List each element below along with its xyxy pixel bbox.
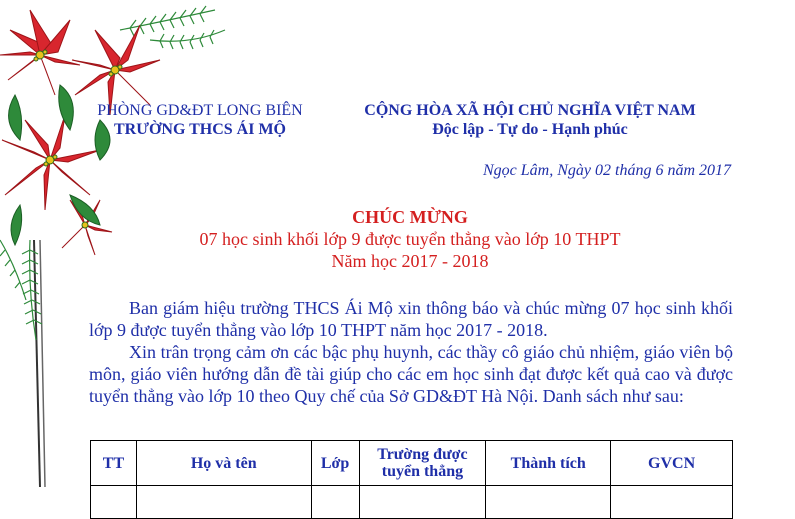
table-header-row [91, 441, 733, 486]
announcement-body [89, 297, 733, 407]
column-header-teacher: GVCN [611, 441, 733, 486]
national-header [330, 101, 730, 139]
column-header-tt: TT [91, 441, 137, 486]
column-header-achievement: Thành tích [486, 441, 611, 486]
school-name: TRƯỜNG THCS ÁI MỘ [113, 121, 286, 138]
school-header [60, 101, 340, 139]
table-row [91, 486, 733, 519]
congratulations-heading: CHÚC MỪNG [352, 207, 468, 227]
column-header-class: Lớp [311, 441, 359, 486]
students-table [90, 440, 733, 519]
announcement-paragraph-1: Ban giám hiệu trường THCS Ái Mộ xin thông báo và chúc mừng 07 học sinh khối lớp 9 được tuyển thẳng vào lớp 10 THPT năm học 2017 - 2018. [89, 298, 733, 340]
school-year: Năm học 2017 - 2018 [331, 251, 489, 271]
title-block [150, 206, 670, 272]
congratulations-subtitle: 07 học sinh khối lớp 9 được tuyển thẳng vào lớp 10 THPT [199, 229, 621, 249]
national-title: CỘNG HÒA XÃ HỘI CHỦ NGHĨA VIỆT NAM [364, 102, 696, 119]
date-line: Ngọc Lâm, Ngày 02 tháng 6 năm 2017 [483, 162, 731, 179]
department-name: PHÒNG GD&ĐT LONG BIÊN [97, 102, 303, 119]
announcement-paragraph-2: Xin trân trọng cảm ơn các bậc phụ huynh, các thầy cô giáo chủ nhiệm, giáo viên bộ môn, giáo viên hướng dẫn đề tài giúp cho các em học sinh đạt được kết quả cao và được tuyển thẳng vào lớp 10 theo Quy chế của Sở GD&ĐT Hà Nội. Danh sách như sau: [89, 342, 733, 406]
column-header-name: Họ và tên [136, 441, 311, 486]
national-motto: Độc lập - Tự do - Hạnh phúc [432, 121, 628, 138]
column-header-school: Trường được tuyển thẳng [359, 441, 486, 486]
